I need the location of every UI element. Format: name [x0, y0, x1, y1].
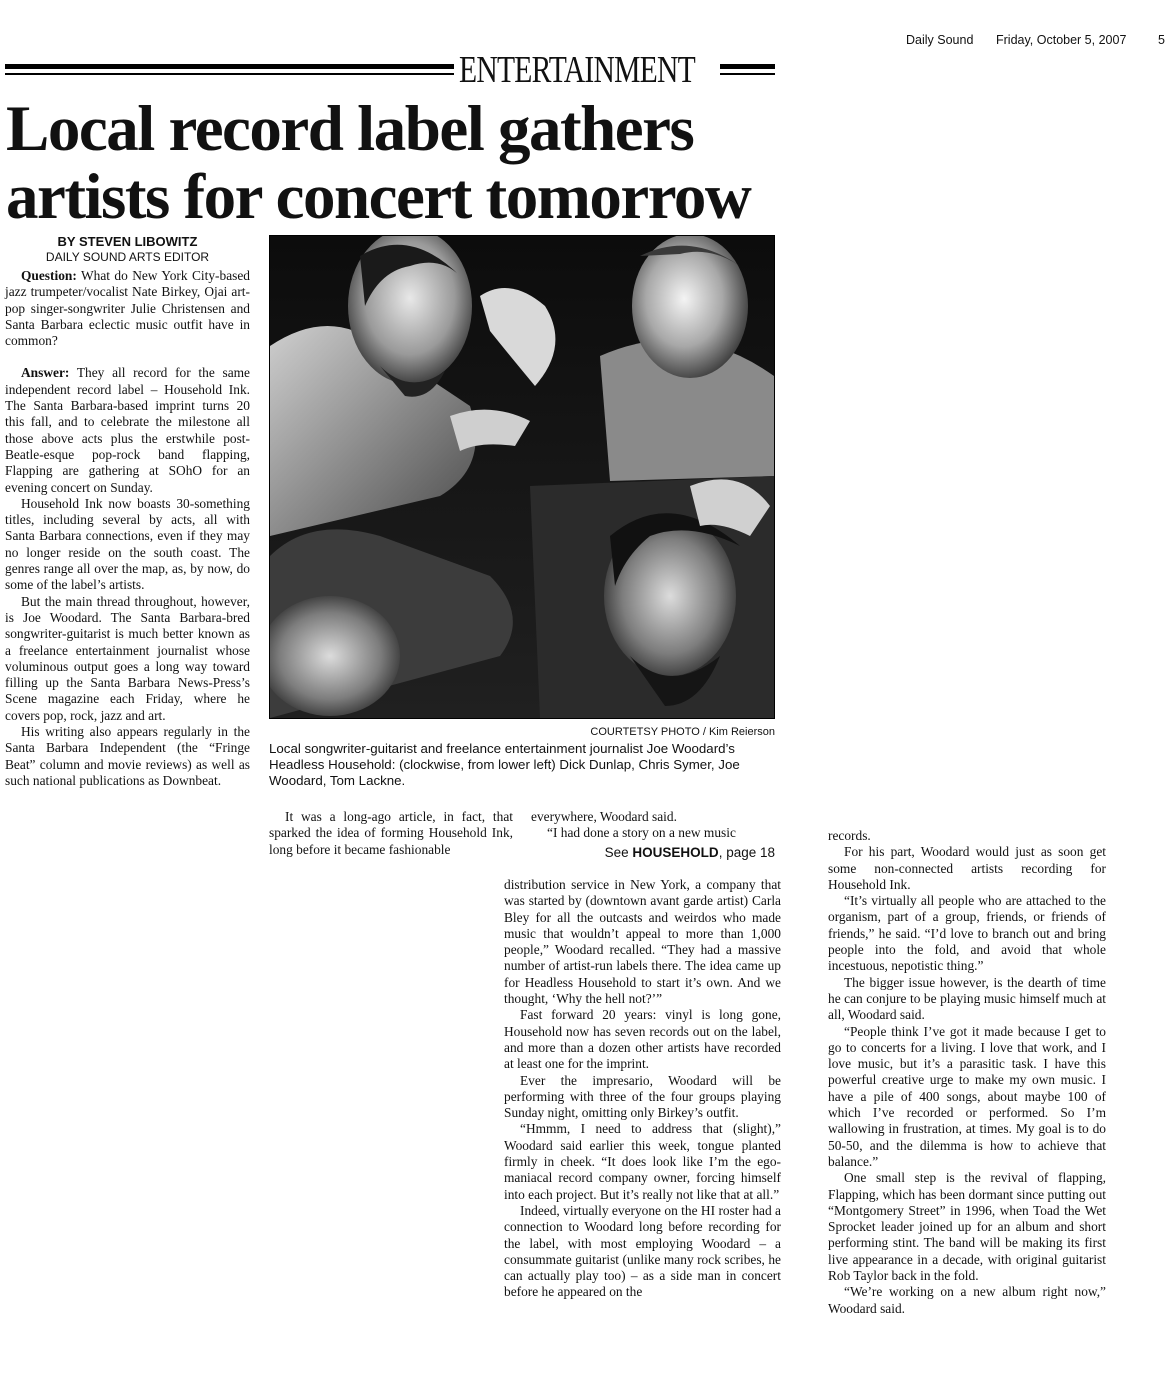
- band-photo-illustration: [270, 236, 774, 718]
- body-paragraph: “We’re working on a new album right now,” Woodard said.: [828, 1284, 1106, 1316]
- body-paragraph: records.: [828, 828, 871, 843]
- headline: [6, 95, 786, 231]
- question-label: Question:: [21, 268, 77, 283]
- body-paragraph: Indeed, virtually everyone on the HI roster had a connection to Woodard long before recording for the label, with most employing Woodard – a consummate guitarist (unlike many rock scribes, he can actually play too) – as a side man in concert before he appeared on the: [504, 1202, 781, 1300]
- body-paragraph: distribution service in New York, a company that was started by (downtown avant garde artist) Carla Bley for all the outcasts and weirdos who made music that wouldn’t appeal to more than 1,000 people,” Woodard recalled. “They had a massive number of artist-run labels there. The idea came up for Headless Household to start it’s own. And we thought, ‘Why the hell not?’”: [504, 877, 781, 1007]
- headline-line-2: artists for concert tomorrow: [6, 161, 751, 233]
- photo-credit: COURTETSY PHOTO / Kim Reierson: [590, 726, 775, 738]
- body-paragraph: His writing also appears regularly in the Santa Barbara Independent (the “Fringe Beat” column and movie reviews) as well as such national publications as Downbeat.: [5, 724, 250, 788]
- banner-rule-right-thin: [720, 73, 775, 75]
- body-paragraph: Household Ink now boasts 30-something titles, including several by acts, all with Santa Barbara connections, even if they may no longer reside on the south coast. The genres range all over the map, as, by now, do some of the label’s artists.: [5, 495, 250, 593]
- body-paragraph: everywhere, Woodard said.: [531, 809, 677, 824]
- publication-name: Daily Sound: [906, 33, 974, 47]
- article-column-3-top: [531, 809, 775, 842]
- jump-prefix: See: [604, 845, 629, 860]
- jump-suffix: , page 18: [718, 845, 775, 860]
- article-column-2: [269, 809, 513, 858]
- answer-label: Answer:: [21, 365, 70, 381]
- byline-title: DAILY SOUND ARTS EDITOR: [45, 250, 210, 264]
- body-paragraph: Fast forward 20 years: vinyl is long gone, Household now has seven records out on the label, and more than a dozen other artists have recorded at least one for the imprint.: [504, 1007, 781, 1072]
- answer-text: They all record for the same independent record label – Household Ink. The Santa Barbara-based imprint turns 20 this fall, and to celebrate the milestone all those above acts plus the erstwhile post-Beatle-esque pop-rock band flapping, Flapping are gathering at SOhO for an evening concert on Sunday.: [5, 365, 250, 495]
- banner-rule-left-thick: [5, 64, 454, 69]
- banner-rule-left-thin: [5, 73, 454, 75]
- issue-date: Friday, October 5, 2007: [996, 33, 1127, 47]
- body-paragraph: It was a long-ago article, in fact, that sparked the idea of forming Household Ink, long before it became fashionable: [269, 809, 513, 857]
- byline: BY STEVEN LIBOWITZ: [57, 234, 198, 249]
- photo-caption: Local songwriter-guitarist and freelance entertainment journalist Joe Woodard’s Headless Household: (clockwise, from lower left) Dick Dunlap, Chris Symer, Joe Woodard, Tom Lackne.: [269, 741, 740, 788]
- body-paragraph: “I had done a story on a new music: [547, 825, 736, 841]
- section-title: ENTERTAINMENT: [459, 49, 695, 91]
- headline-line-1: Local record label gathers: [6, 93, 694, 165]
- answer-paragraph: [5, 365, 250, 495]
- body-paragraph: Ever the impresario, Woodard will be performing with three of the four groups playing Sunday night, omitting only Birkey’s outfit.: [504, 1072, 781, 1121]
- question-text: What do New York City-based jazz trumpeter/vocalist Nate Birkey, Ojai art-pop singer-songwriter Julie Christensen and Santa Barbara eclectic music outfit have in common?: [5, 268, 250, 349]
- jump-line: [531, 845, 775, 860]
- jump-section: HOUSEHOLD: [632, 845, 719, 860]
- question-paragraph: [5, 268, 250, 349]
- page-number: 5: [1158, 33, 1165, 47]
- body-paragraph: For his part, Woodard would just as soon get some non-connected artists recording for Household Ink.: [828, 844, 1106, 892]
- body-paragraph: “Hmmm, I need to address that (slight),” Woodard said earlier this week, tongue planted firmly in cheek. “It does look like I’m the ego-maniacal record company owner, forcing himself into each project. But it’s really not like that at all.”: [504, 1121, 781, 1202]
- body-paragraph: “People think I’ve got it made because I get to go to concerts for a living. I love that work, and I love music, but it’s a parasitic task. I have this powerful creative urge to make my own music. I have a pile of 400 songs, about maybe 100 of which I’ve recorded or performed. So I’m wallowing in frustration, at times. My goal is to do 50-50, and the dilemma is how to achieve that balance.”: [828, 1023, 1106, 1169]
- body-paragraph: “It’s virtually all people who are attached to the organism, part of a group, friends, or friends of friends,” he said. “I’d love to branch out and bring people into the fold, and avoid that whole incestuous, nepotistic thing.”: [828, 893, 1106, 974]
- body-paragraph: One small step is the revival of flapping, Flapping, which has been dormant since putting out “Montgomery Street” in 1996, when Toad the Wet Sprocket leader joined up for an album and short performing stint. The band will be making its first live appearance in a decade, with original guitarist Rob Taylor back in the fold.: [828, 1170, 1106, 1284]
- banner-rule-right-thick: [720, 64, 775, 69]
- article-column-1: [5, 268, 250, 789]
- band-photo: [269, 235, 775, 719]
- body-paragraph: The bigger issue however, is the dearth of time he can conjure to be playing music himself much at all, Woodard said.: [828, 974, 1106, 1023]
- article-column-4: [828, 828, 1106, 1317]
- article-column-3: [504, 877, 781, 1301]
- body-paragraph: But the main thread throughout, however, is Joe Woodard. The Santa Barbara-bred songwriter-guitarist is much better known as a freelance entertainment journalist whose voluminous output goes a long way toward filling up the Santa Barbara News-Press’s Scene magazine each Friday, where he covers pop, rock, jazz and art.: [5, 593, 250, 723]
